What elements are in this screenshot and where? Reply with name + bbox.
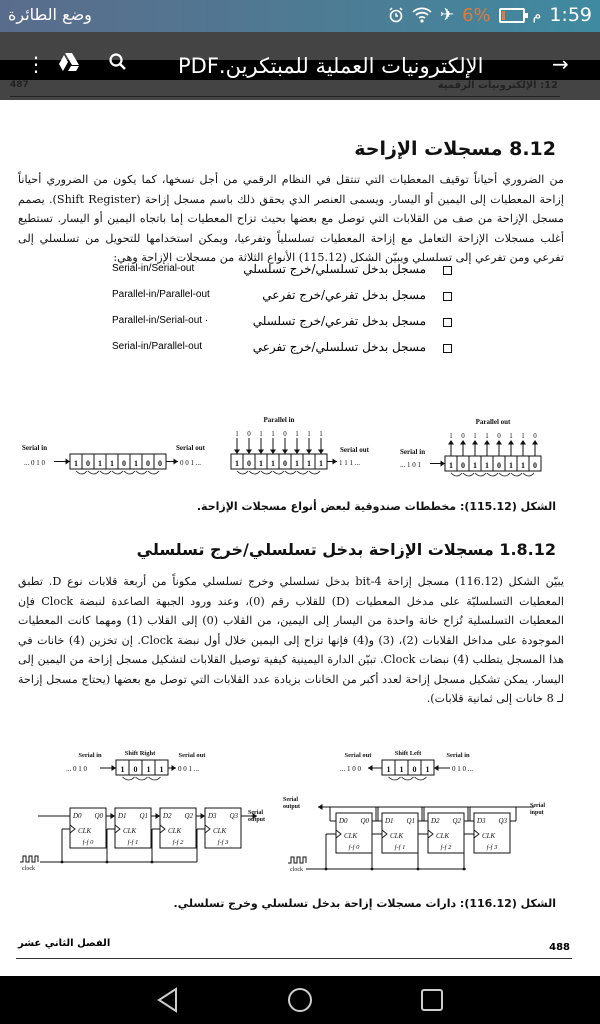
arrow-head xyxy=(460,440,466,445)
arrow-head xyxy=(111,813,116,819)
parallel-out-bit: 1 xyxy=(485,432,489,440)
ff-name: f-f 3 xyxy=(217,839,229,846)
serial-in-stream: ... 1 0 1 xyxy=(400,461,421,469)
serial-out-label: Serial out xyxy=(176,444,205,452)
ff-q-label: Q2 xyxy=(452,817,461,825)
junction xyxy=(151,861,154,864)
parallel-in-bit: 1 xyxy=(307,430,311,438)
ff-clk-label: CLK xyxy=(390,832,404,840)
shift-arc xyxy=(487,473,498,476)
shift-arc xyxy=(402,777,414,780)
back-icon[interactable] xyxy=(154,986,182,1014)
ff-name: f-f 3 xyxy=(486,844,498,851)
ff-name: f-f 0 xyxy=(82,839,94,846)
header-page-number: 487 xyxy=(10,80,29,90)
junction xyxy=(463,868,466,871)
shift-right-circuit xyxy=(20,750,265,872)
serial-output-label: Serial xyxy=(283,797,298,803)
clock-label: clock xyxy=(290,867,303,873)
piso-diagram xyxy=(231,416,370,474)
register-bit: 1 xyxy=(235,459,239,468)
serial-in-label: Serial in xyxy=(22,444,48,452)
shift-arc xyxy=(112,471,123,474)
ff-d-label: D2 xyxy=(163,812,172,820)
register-bit: 1 xyxy=(449,461,453,470)
shift-arc xyxy=(451,473,462,476)
arrow-head xyxy=(172,765,177,771)
ff-q-label: Q2 xyxy=(184,812,193,820)
arrow-head xyxy=(258,450,264,455)
parallel-out-bit: 0 xyxy=(497,432,501,440)
register-bit: 1 xyxy=(259,459,263,468)
shift-arc xyxy=(475,473,486,476)
register-bit: 1 xyxy=(146,765,151,774)
serial-output-label: Serial xyxy=(248,810,263,816)
arrow-head xyxy=(441,461,446,467)
register-bit: 1 xyxy=(74,459,78,468)
airplane-icon: ✈ xyxy=(439,5,455,25)
ff-name: f-f 1 xyxy=(394,844,406,851)
ff-clk-label: CLK xyxy=(436,832,450,840)
serial-out-stream: 0 0 1 ... xyxy=(178,765,199,773)
register-bit: 1 xyxy=(473,461,477,470)
parallel-out-bit: 0 xyxy=(461,432,465,440)
home-icon[interactable] xyxy=(286,986,314,1014)
shift-arc xyxy=(100,471,111,474)
document-title: الإلكترونيات العملية للمبتكرين.PDF xyxy=(178,54,484,78)
serial-out-label: Serial out xyxy=(178,752,206,759)
shift-arc xyxy=(76,471,87,474)
serial-out-stream: ... 1 0 0 xyxy=(340,765,361,773)
ff-clk-label: CLK xyxy=(168,827,182,835)
arrow-head xyxy=(234,450,240,455)
register-bit: 1 xyxy=(485,461,489,470)
arrow-head xyxy=(294,450,300,455)
shift-arc xyxy=(136,777,148,780)
register-bit: 1 xyxy=(134,459,138,468)
ff-clk-label: CLK xyxy=(213,827,227,835)
ff-name: f-f 2 xyxy=(172,839,184,846)
page-header xyxy=(0,72,600,98)
clock-symbol xyxy=(20,856,38,862)
airplane-mode-label: وضع الطائرة xyxy=(8,5,92,24)
shift-arc xyxy=(523,473,534,476)
shift-arc xyxy=(148,471,159,474)
clock-symbol xyxy=(288,857,306,863)
register-bit: 1 xyxy=(120,765,125,774)
list-item: مسجل بدخل تفرعي/خرج تسلسلي Parallel-in/Serial-out · xyxy=(110,314,460,340)
arrow-head xyxy=(174,459,179,465)
junction xyxy=(61,861,64,864)
junction xyxy=(417,868,420,871)
junction xyxy=(106,861,109,864)
parallel-in-bit: 1 xyxy=(235,430,239,438)
figure-116-caption: الشكل (116.12): دارات مسجلات إزاحة بدخل تسلسلي وخرج تسلسلي. xyxy=(173,897,556,910)
register-bit: 1 xyxy=(509,461,513,470)
shift-right-title: Shift Right xyxy=(124,750,156,757)
arrow-head xyxy=(246,450,252,455)
arrow-head xyxy=(532,440,538,445)
parallel-in-bit: 0 xyxy=(247,430,251,438)
battery-percent: 6% xyxy=(462,4,491,26)
shift-arc xyxy=(149,777,161,780)
ff-name: f-f 0 xyxy=(348,844,360,851)
ff-d-label: D3 xyxy=(477,817,486,825)
ff-d-label: D1 xyxy=(118,812,127,820)
siso-diagram xyxy=(22,444,206,474)
ff-d-label: D0 xyxy=(339,817,348,825)
parallel-in-bit: 1 xyxy=(271,430,275,438)
shift-arc xyxy=(463,473,474,476)
navigation-bar xyxy=(0,976,600,1024)
arrow-head xyxy=(333,459,338,465)
register-bit: 0 xyxy=(533,461,537,470)
clock-label: clock xyxy=(22,866,35,872)
register-bit: 0 xyxy=(122,459,126,468)
shift-arc xyxy=(123,777,135,780)
shift-arc xyxy=(249,471,260,474)
status-icons xyxy=(388,4,592,26)
serial-in-label: Serial in xyxy=(446,752,470,759)
recents-icon[interactable] xyxy=(418,986,446,1014)
arrow-head xyxy=(318,804,323,810)
junction xyxy=(371,868,374,871)
list-item: مسجل بدخل تسلسلي/خرج تسلسلي Serial-in/Serial-out xyxy=(110,262,460,288)
arrow-head xyxy=(306,450,312,455)
arrow-head xyxy=(448,440,454,445)
arrow-head xyxy=(508,440,514,445)
status-bar xyxy=(0,0,600,32)
parallel-out-bit: 1 xyxy=(521,432,525,440)
serial-output-label: output xyxy=(248,817,266,823)
footer-page-number: 488 xyxy=(549,942,570,953)
arrow-head xyxy=(496,440,502,445)
section-title: 8.12 مسجلات الإزاحة xyxy=(354,138,556,160)
shift-left-title: Shift Left xyxy=(394,750,422,757)
shift-arc xyxy=(261,471,272,474)
parallel-in-bit: 1 xyxy=(259,430,263,438)
footer-chapter: الفصل الثاني عشر xyxy=(18,938,111,949)
register-bit: 0 xyxy=(497,461,501,470)
arrow-head xyxy=(112,765,117,771)
battery-icon xyxy=(499,8,525,23)
parallel-out-bit: 1 xyxy=(509,432,513,440)
serial-out-label: Serial out xyxy=(340,446,369,454)
ff-q-label: Q3 xyxy=(229,812,238,820)
register-bit: 0 xyxy=(412,765,417,774)
register-bit: 0 xyxy=(247,459,251,468)
arrow-head xyxy=(484,440,490,445)
shift-arc xyxy=(273,471,284,474)
arrow-head xyxy=(282,450,288,455)
arrow-head xyxy=(472,440,478,445)
arrow-head xyxy=(520,440,526,445)
ff-clk-label: CLK xyxy=(78,827,92,835)
register-bit: 1 xyxy=(159,765,164,774)
shift-arc xyxy=(389,777,401,780)
shift-arc xyxy=(297,471,308,474)
subsection-title: 1.8.12 مسجلات الإزاحة بدخل تسلسلي/خرج تسلسلي xyxy=(136,540,556,559)
register-bit: 0 xyxy=(461,461,465,470)
register-bit: 0 xyxy=(158,459,162,468)
parallel-in-bit: 0 xyxy=(283,430,287,438)
shift-arc xyxy=(136,471,147,474)
figure-116-circuits xyxy=(0,745,600,880)
arrow-head xyxy=(368,765,373,771)
serial-output-label: output xyxy=(283,804,301,810)
am-pm: م xyxy=(532,7,542,23)
list-item: مسجل بدخل تفرعي/خرج تفرعي Parallel-in/Parallel-out xyxy=(110,288,460,314)
serial-out-stream: 0 0 1 ... xyxy=(180,459,201,467)
parallel-in-bit: 1 xyxy=(295,430,299,438)
page-footer xyxy=(0,924,600,976)
register-bit: 1 xyxy=(319,459,323,468)
ff-q-label: Q3 xyxy=(498,817,507,825)
ff-q-label: Q0 xyxy=(94,812,103,820)
ff-d-label: D0 xyxy=(73,812,82,820)
parallel-in-label: Parallel in xyxy=(263,416,295,424)
sipo-diagram xyxy=(400,418,541,476)
shift-arc xyxy=(499,473,510,476)
register-bit: 1 xyxy=(399,765,404,774)
serial-in-stream: ... 0 1 0 xyxy=(66,765,87,773)
ff-clk-label: CLK xyxy=(482,832,496,840)
forward-arrow-icon[interactable]: → xyxy=(552,52,569,76)
shift-arc xyxy=(511,473,522,476)
parallel-out-label: Parallel out xyxy=(475,418,511,426)
junction xyxy=(325,868,328,871)
arrow-head xyxy=(318,450,324,455)
clock-time: 1:59 xyxy=(549,4,592,26)
header-rule xyxy=(10,96,560,97)
register-bit: 1 xyxy=(307,459,311,468)
shift-left-circuit xyxy=(283,750,545,873)
ff-name: f-f 2 xyxy=(440,844,452,851)
wifi-icon xyxy=(412,7,432,23)
shift-arc xyxy=(309,471,320,474)
serial-input-label: Serial xyxy=(530,803,545,809)
list-item: مسجل بدخل تسلسلي/خرج تفرعي Serial-in/Parallel-out xyxy=(110,340,460,366)
register-bit: 1 xyxy=(425,765,430,774)
register-bit: 0 xyxy=(133,765,138,774)
serial-out-label: Serial out xyxy=(344,752,372,759)
serial-in-label: Serial in xyxy=(400,448,426,456)
register-bit: 1 xyxy=(521,461,525,470)
arrow-head xyxy=(434,765,439,771)
parallel-out-bit: 1 xyxy=(449,432,453,440)
pdf-page[interactable] xyxy=(0,100,600,928)
arrow-head xyxy=(201,813,206,819)
register-bit: 0 xyxy=(86,459,90,468)
ff-d-label: D1 xyxy=(385,817,394,825)
arrow-head xyxy=(66,459,71,465)
shift-arc xyxy=(237,471,248,474)
header-chapter: 12: الإلكترونيات الرقمية xyxy=(437,80,558,91)
register-bit: 1 xyxy=(295,459,299,468)
register-bit: 1 xyxy=(110,459,114,468)
serial-in-label: Serial in xyxy=(78,752,102,759)
ff-d-label: D3 xyxy=(208,812,217,820)
more-vert-icon[interactable]: ⋮ xyxy=(26,52,46,76)
parallel-in-bit: 1 xyxy=(319,430,323,438)
register-bit: 1 xyxy=(271,459,275,468)
intro-paragraph: من الضروري أحياناً توقيف المعطيات التي تنتقل في النظام الرقمي من أجل نسخها، كما يكون من الضروري أحياناً إزاحة المعطيات إلى اليمين أو اليسار. ويسمى العنصر الذي يحقق ذلك باسم مسجل إزاحة (Shift Register). يصمم مسجل الإزاحة من صف من القلابات التي توصل مع بعضها بحيث تزاح المعطيات إما باتجاه اليمين أو اليسار. تستطيع أغلب مسجلات الإزاحة التعامل مع إزاحة المعطيات تسلسلياً وتفرعيا، ويمكن استخدامها للتحويل من تسلسلي إلى تفرعي ومن تفرعي إلى تسلسلي ويبيّن الشكل (115.12) الأنواع الثلاثة من مسجلات الإزاحة وهي: xyxy=(18,173,564,264)
ff-clk-label: CLK xyxy=(123,827,137,835)
ff-q-label: Q0 xyxy=(360,817,369,825)
shift-arc xyxy=(285,471,296,474)
shift-arc xyxy=(415,777,427,780)
figure-115-caption: الشكل (115.12): مخططات صندوقية لبعض أنواع مسجلات الإزاحة. xyxy=(196,500,556,513)
figure-115-block-diagrams xyxy=(0,410,600,500)
register-bit: 1 xyxy=(98,459,102,468)
shift-arc xyxy=(88,471,99,474)
parallel-out-bit: 0 xyxy=(533,432,537,440)
shift-arc xyxy=(124,471,135,474)
register-bit: 1 xyxy=(386,765,391,774)
serial-input-label: input xyxy=(530,810,544,816)
serial-in-stream: 0 1 0 ... xyxy=(452,765,473,773)
ff-clk-label: CLK xyxy=(344,832,358,840)
alarm-icon xyxy=(388,7,404,23)
serial-in-stream: ... 0 1 0 xyxy=(24,459,45,467)
body-paragraph: يبيّن الشكل (116.12) مسجل إزاحة 4-bit بدخل تسلسلي وخرج تسلسلي مكوناً من أربعة قلابات نوع D. تطبق المعطيات التسلسليّة على مدخل المعطيات (D) للقلاب رقم (0)، وعند ورود الجبهة الصاعدة لنبضة Clock فإن المعطيات التسلسلية تُزاح خانة واحدة من اليسار إلى اليمين، من القلاب (0) إلى القلاب (1) ومهما كانت المعطيات الموجودة على مداخل القلابات (2)، (3) و(4) فإنها تزاح إلى اليمين خلال أول نبضة Clock. إن تخزين (4) خانات في هذا المسجل يتطلب (4) نبضات Clock. تبيّن الدارة اليمينية كيفية توصيل القلابات لتشكيل مسجل إزاحة من اليمين إلى اليسار. يمكن تشكيل مسجل إزاحة لعدد أكبر من الخانات بزيادة عدد القلابات التي توصل مع بعضها (يحتاج مسجل إزاحة لـ 8 خانات إلى ثمانية قلابات). xyxy=(18,575,565,705)
parallel-out-bit: 1 xyxy=(473,432,477,440)
ff-name: f-f 1 xyxy=(127,839,139,846)
register-bit: 0 xyxy=(146,459,150,468)
ff-d-label: D2 xyxy=(431,817,440,825)
ff-q-label: Q1 xyxy=(139,812,148,820)
register-bit: 0 xyxy=(283,459,287,468)
serial-out-stream: 1 1 1 ... xyxy=(339,459,360,467)
arrow-head xyxy=(156,813,161,819)
register-types-list xyxy=(110,262,460,366)
arrow-head xyxy=(270,450,276,455)
ff-q-label: Q1 xyxy=(406,817,415,825)
